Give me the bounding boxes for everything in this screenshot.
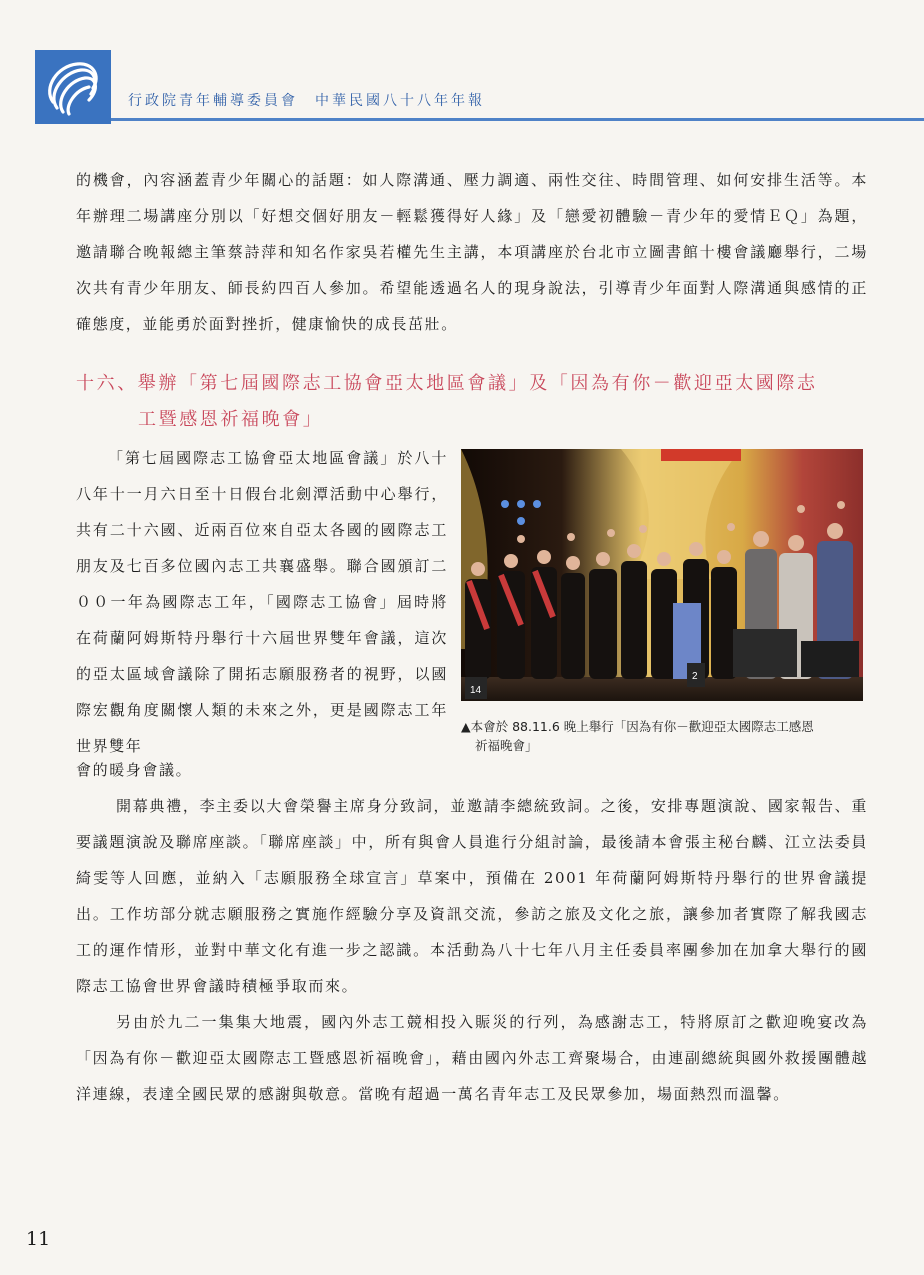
stage-number-right: 2 bbox=[692, 671, 698, 682]
photo-caption-line1: ▲本會於 88.11.6 晚上舉行「因為有你－歡迎亞太國際志工感恩 bbox=[461, 719, 814, 734]
section-paragraph-3: 另由於九二一集集大地震，國內外志工競相投入賑災的行列，為感謝志工，特將原訂之歡迎晚宴改為「因為有你－歡迎亞太國際志工暨感恩祈福晚會」，藉由國內外志工齊聚場合，由連副總統與國外救援團體越洋連線，表達全國民眾的感謝與敬意。當晚有超過一萬名青年志工及民眾參加，場面熱烈而溫馨。 bbox=[76, 1013, 868, 1103]
section-paragraph-1-text: 「第七屆國際志工協會亞太地區會議」於八十八年十一月六日至十日假台北劍潭活動中心舉行，共有二十六國、近兩百位來自亞太各國的國際志工朋友及七百多位國內志工共襄盛舉。聯合國頒訂二００一年為國際志工年，「國際志工協會」屆時將在荷蘭阿姆斯特丹舉行十六屆世界雙年會議，這次的亞太區域會議除了開拓志願服務者的視野，以國際宏觀角度關懷人類的未來之外，更是國際志工年世界雙年 bbox=[76, 449, 448, 755]
page-number: 11 bbox=[26, 1228, 51, 1250]
section-heading-line2: 工暨感恩祈福晚會」 bbox=[138, 409, 324, 430]
section-heading bbox=[76, 366, 876, 438]
running-header: 行政院青年輔導委員會 中華民國八十八年年報 bbox=[128, 93, 485, 109]
photo-caption bbox=[461, 717, 871, 755]
section-paragraph-2: 開幕典禮，李主委以大會榮譽主席身分致詞，並邀請李總統致詞。之後，安排專題演說、國家報告、重要議題演說及聯席座談。「聯席座談」中，所有與會人員進行分組討論，最後請本會張主秘台麟、江立法委員綺雯等人回應，並納入「志願服務全球宣言」草案中，預備在 2001 年荷蘭阿姆斯特丹舉行的世界會議提出。工作坊部分就志願服務之實施作經驗分享及資訊交流，參訪之旅及文化之旅，讓參加者實際了解我國志工的運作情形，並對中華文化有進一步之認識。本活動為八十七年八月主任委員率團參加在加拿大舉行的國際志工協會世界會議時積極爭取而來。 bbox=[76, 797, 868, 995]
logo-box bbox=[35, 50, 111, 124]
section-heading-line1: 十六、舉辦「第七屆國際志工協會亞太地區會議」及「因為有你－歡迎亞太國際志 bbox=[76, 373, 818, 394]
section-paragraph-1-end: 會的暖身會議。 bbox=[76, 761, 193, 779]
swirl-logo-icon bbox=[35, 50, 111, 124]
section-paragraph-1 bbox=[76, 440, 448, 764]
stage-number-left: 14 bbox=[470, 685, 482, 696]
header-rule bbox=[111, 118, 924, 121]
photo-caption-line2: 祈福晚會」 bbox=[475, 738, 538, 753]
intro-paragraph: 的機會，內容涵蓋青少年關心的話題：如人際溝通、壓力調適、兩性交往、時間管理、如何安排生活等。本年辦理二場講座分別以「好想交個好朋友－輕鬆獲得好人緣」及「戀愛初體驗－青少年的愛情ＥＱ」為題，邀請聯合晚報總主筆蔡詩萍和知名作家吳若權先生主講，本項講座於台北市立圖書館十樓會議廳舉行，二場次共有青少年朋友、師長約四百人參加。希望能透過名人的現身說法，引導青少年面對人際溝通與感情的正確態度，並能勇於面對挫折，健康愉快的成長茁壯。 bbox=[76, 171, 868, 333]
event-photo bbox=[461, 449, 863, 701]
event-photo-image bbox=[461, 449, 863, 701]
